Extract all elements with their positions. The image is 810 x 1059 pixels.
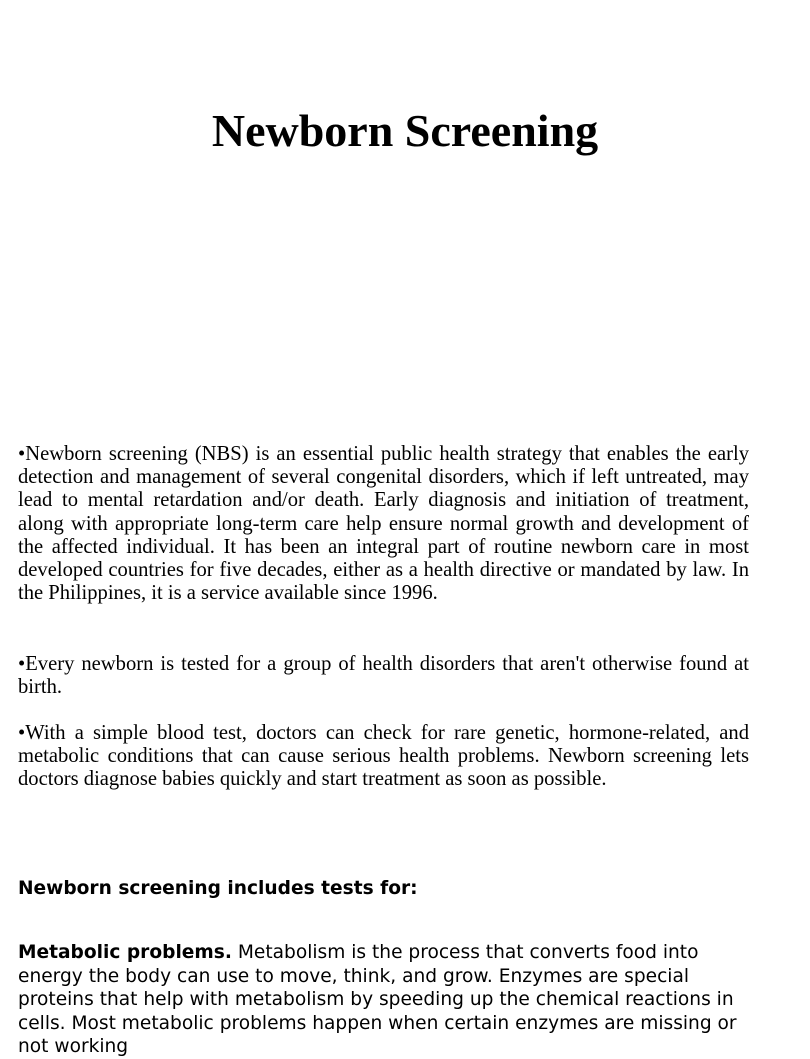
section-heading-includes: Newborn screening includes tests for: — [18, 878, 418, 899]
metabolic-text: Metabolism is the process that converts food into energy the body can use to move, think, and grow. Enzymes are special proteins that help with metabolism by speeding up the chemical reactions in cells. Most metabolic problems happen when certain enzymes are missing or not working — [18, 942, 737, 1058]
paragraph-blood-test: •With a simple blood test, doctors can check for rare genetic, hormone-related, and metabolic conditions that can cause serious health problems. Newborn screening lets doctors diagnose babies quickly and start treatment as soon as possible. — [18, 722, 749, 791]
metabolic-lead: Metabolic problems. — [18, 942, 232, 963]
page-title: Newborn Screening — [211, 105, 599, 156]
paragraph-metabolic-problems — [18, 941, 758, 1059]
paragraph-nbs-intro: •Newborn screening (NBS) is an essential public health strategy that enables the early detection and management of several congenital disorders, which if left untreated, may lead to mental retardation and/or death. Early diagnosis and initiation of treatment, along with appropriate long-term care help ensure normal growth and development of the affected individual. It has been an integral part of routine newborn care in most developed countries for five decades, either as a health directive or mandated by law. In the Philippines, it is a service available since 1996. — [18, 443, 749, 605]
paragraph-every-newborn: •Every newborn is tested for a group of health disorders that aren't otherwise found at birth. — [18, 653, 749, 699]
